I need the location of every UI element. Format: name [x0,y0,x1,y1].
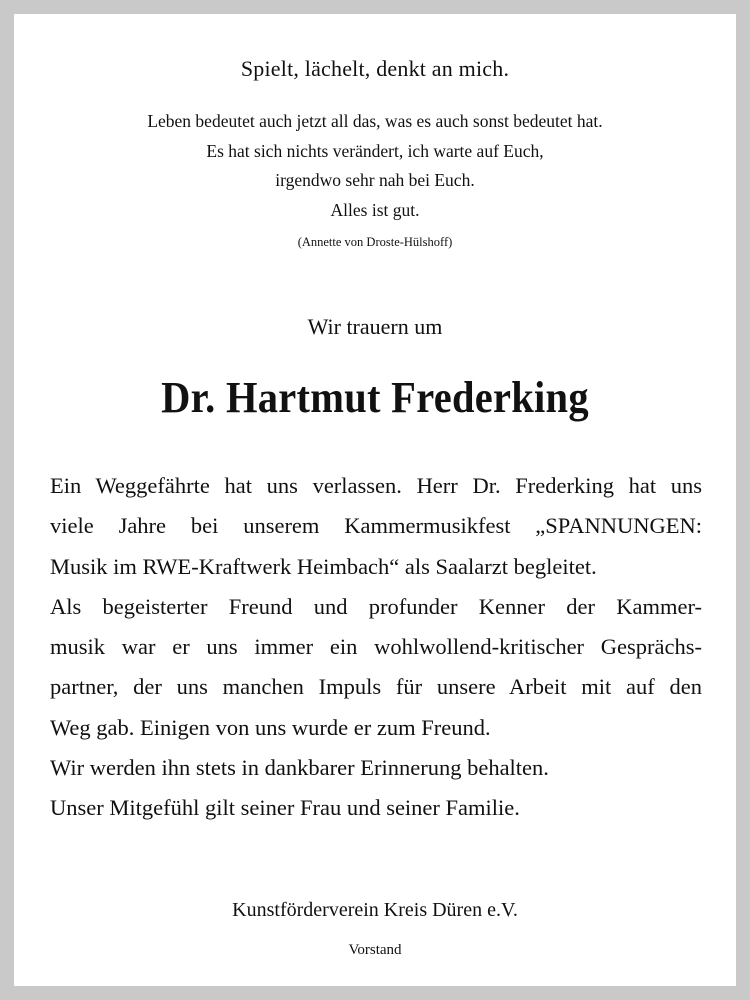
poem-line: irgendwo sehr nah bei Euch. [275,170,475,190]
motto-heading: Spielt, lächelt, denkt an mich. [240,56,510,81]
tribute-line: Ein Weggefährte hat uns verlassen. Herr Dr. Frederking hat uns [50,473,702,498]
tribute-line: Als begeisterter Freund und profunder Kenner der Kammer- [50,593,702,619]
tribute-line: musik war er uns immer ein wohlwollend-kritischer Gesprächs- [50,634,702,660]
tribute-line: Wir werden ihn stets in dankbarer Erinnerung behalten. [50,755,549,781]
tribute-line: partner, der uns manchen Impuls für unsere Arbeit mit auf den [50,674,702,700]
tribute-line: Unser Mitgefühl gilt seiner Frau und seiner Familie. [50,795,520,821]
tribute-line: Musik im RWE-Kraftwerk Heimbach“ als Saalarzt begleitet. [50,553,597,579]
obituary-notice [14,14,736,986]
poem-line: Es hat sich nichts verändert, ich warte auf Euch, [206,140,544,161]
poem-attribution: (Annette von Droste-Hülshoff) [297,235,453,249]
mourning-intro: Wir trauern um [307,314,443,339]
tribute-line: viele Jahre bei unserem Kammermusikfest „SPANNUNGEN: [50,513,702,539]
deceased-name: Dr. Hartmut Frederking [161,373,589,422]
tribute-line: Weg gab. Einigen von uns wurde er zum Freund. [50,714,491,740]
poem-line: Alles ist gut. [330,199,420,220]
tribute-text [50,466,702,829]
poem-line: Leben bedeutet auch jetzt all das, was es auch sonst bedeutet hat. [147,111,603,131]
poem-block [14,107,736,225]
organization-signature: Kunstförderverein Kreis Düren e.V. [232,899,518,921]
signatory-role: Vorstand [348,942,402,958]
